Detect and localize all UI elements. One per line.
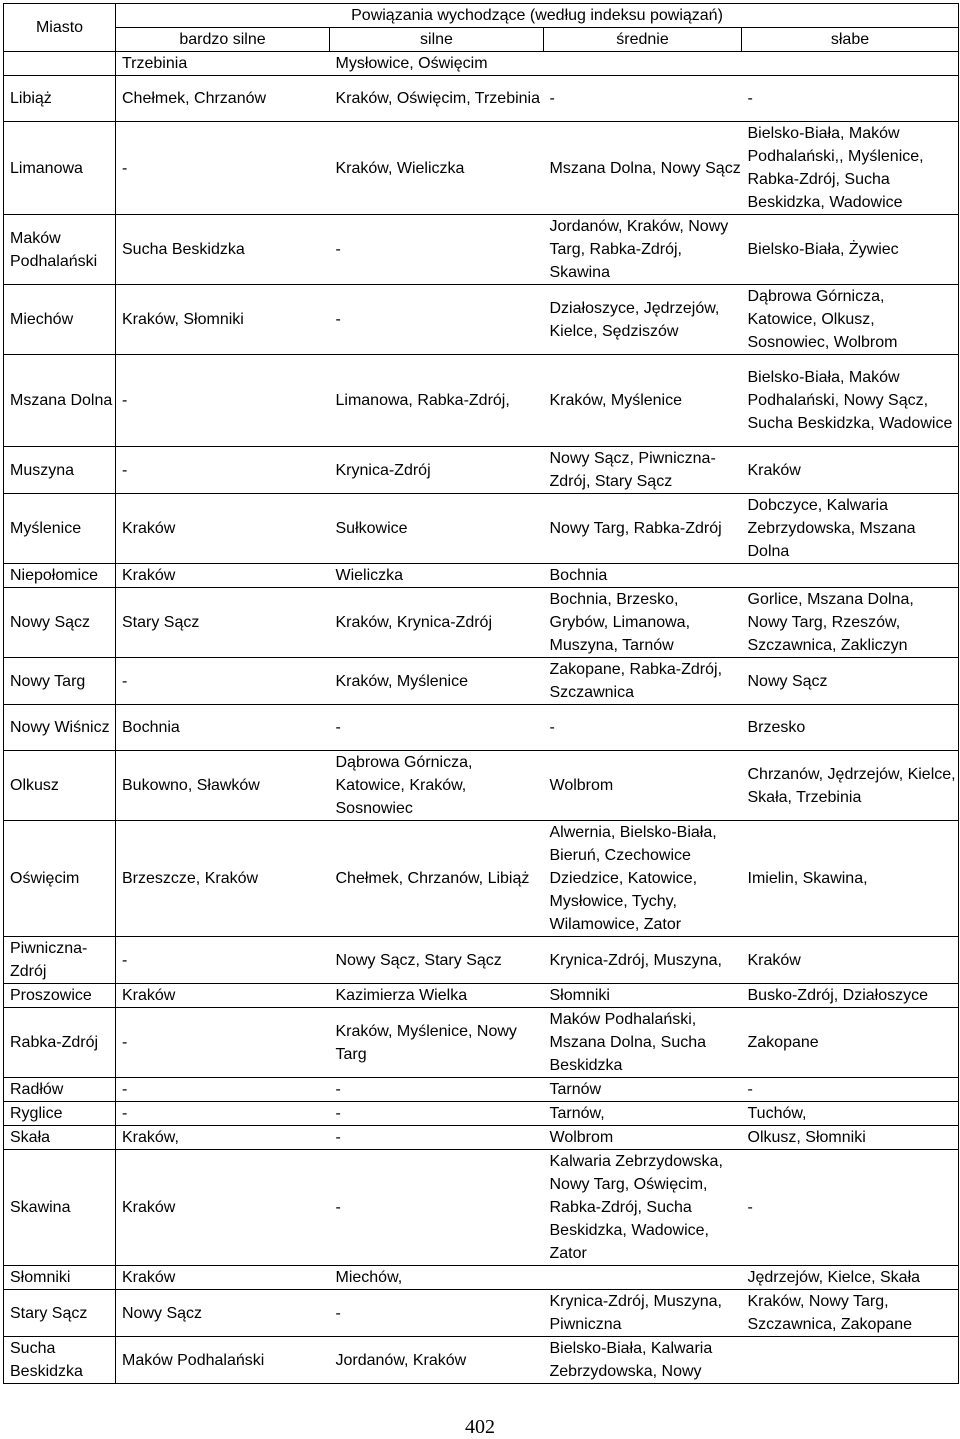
table-row: [4, 751, 959, 821]
cell-strong: Kraków, Myślenice, Nowy Targ: [330, 1008, 544, 1078]
cell-strong: Miechów,: [330, 1266, 544, 1290]
cell-strong: -: [330, 1126, 544, 1150]
cell-strong: Mysłowice, Oświęcim: [335, 55, 488, 72]
header-medium: średnie: [544, 28, 742, 52]
cell-weak: Chrzanów, Jędrzejów, Kielce, Skała, Trzebinia: [742, 751, 959, 821]
cell-strong: Kraków, Wieliczka: [330, 122, 544, 215]
table-row: [4, 122, 959, 215]
cell-city: Ryglice: [4, 1102, 116, 1126]
table-row: [4, 215, 959, 285]
cell-medium: Bochnia, Brzesko, Grybów, Limanowa, Muszyna, Tarnów: [544, 588, 742, 658]
cell-city: Miechów: [4, 285, 116, 355]
cell-city: Olkusz: [4, 751, 116, 821]
cell-weak: [742, 564, 959, 588]
cell-medium: Kraków, Myślenice: [544, 355, 742, 447]
table-row: [4, 937, 959, 984]
table-row: [4, 705, 959, 751]
cell-medium: Mszana Dolna, Nowy Sącz: [544, 122, 742, 215]
cell-strong: Krynica-Zdrój: [330, 447, 544, 494]
cell-medium: Alwernia, Bielsko-Biała, Bieruń, Czechowice Dziedzice, Katowice, Mysłowice, Tychy, Wilamowice, Zator: [544, 821, 742, 937]
cell-medium: Bochnia: [544, 564, 742, 588]
cell-very-strong: Kraków: [116, 564, 330, 588]
table-row: [4, 984, 959, 1008]
cell-very-strong: Kraków,: [116, 1126, 330, 1150]
cell-very-strong: Sucha Beskidzka: [116, 215, 330, 285]
cell-very-strong: -: [116, 447, 330, 494]
cell-city: Rabka-Zdrój: [4, 1008, 116, 1078]
cell-city: Radłów: [4, 1078, 116, 1102]
table-row: [4, 564, 959, 588]
table-row: [4, 1266, 959, 1290]
cell-weak: [742, 52, 959, 76]
cell-strong: -: [330, 1102, 544, 1126]
cell-weak: Dąbrowa Górnicza, Katowice, Olkusz, Sosnowiec, Wolbrom: [742, 285, 959, 355]
cell-very-strong: Maków Podhalański: [116, 1337, 330, 1384]
table-row: [4, 1290, 959, 1337]
cell-medium: Nowy Targ, Rabka-Zdrój: [544, 494, 742, 564]
cell-weak: Kraków: [742, 447, 959, 494]
cell-weak: Nowy Sącz: [742, 658, 959, 705]
cell-medium: Krynica-Zdrój, Muszyna,: [544, 937, 742, 984]
cell-very-strong: -: [116, 658, 330, 705]
cell-medium: Zakopane, Rabka-Zdrój, Szczawnica: [544, 658, 742, 705]
cell-city: Słomniki: [4, 1266, 116, 1290]
table-row: [4, 447, 959, 494]
cell-weak: Zakopane: [742, 1008, 959, 1078]
table-row: [4, 1078, 959, 1102]
cell-city: Nowy Sącz: [4, 588, 116, 658]
cell-strong: Kraków, Oświęcim, Trzebinia: [330, 76, 544, 122]
cell-medium: Maków Podhalański, Mszana Dolna, Sucha Beskidzka: [544, 1008, 742, 1078]
cell-medium: -: [544, 705, 742, 751]
cell-city: Limanowa: [4, 122, 116, 215]
header-weak: słabe: [742, 28, 959, 52]
table-row: [4, 355, 959, 447]
cell-very-strong: -: [116, 1078, 330, 1102]
cell-weak: Busko-Zdrój, Działoszyce: [742, 984, 959, 1008]
header-strong: silne: [330, 28, 544, 52]
table-row: [4, 76, 959, 122]
table-row: [4, 1150, 959, 1266]
cell-strong: Kazimierza Wielka: [330, 984, 544, 1008]
cell-strong: -: [330, 1290, 544, 1337]
cell-very-strong: Bochnia: [116, 705, 330, 751]
cell-weak: -: [742, 76, 959, 122]
cell-weak: Bielsko-Biała, Maków Podhalański,, Myślenice, Rabka-Zdrój, Sucha Beskidzka, Wadowice: [742, 122, 959, 215]
cell-very-strong: -: [116, 937, 330, 984]
page-number: 402: [465, 1416, 495, 1438]
cell-medium: Krynica-Zdrój, Muszyna, Piwniczna: [544, 1290, 742, 1337]
cell-city: Proszowice: [4, 984, 116, 1008]
cell-medium: Działoszyce, Jędrzejów, Kielce, Sędziszów: [544, 285, 742, 355]
cell-very-strong: Kraków: [116, 494, 330, 564]
cell-strong: Sułkowice: [330, 494, 544, 564]
cell-strong: Kraków, Myślenice: [330, 658, 544, 705]
cell-weak: Gorlice, Mszana Dolna, Nowy Targ, Rzeszów, Szczawnica, Zakliczyn: [742, 588, 959, 658]
table-row: [4, 658, 959, 705]
header-city: Miasto: [4, 4, 116, 52]
cell-city: Niepołomice: [4, 564, 116, 588]
cell-very-strong: Trzebinia: [122, 55, 188, 72]
table-row: [4, 588, 959, 658]
cell-city: Myślenice: [4, 494, 116, 564]
cell-medium: Jordanów, Kraków, Nowy Targ, Rabka-Zdrój, Skawina: [544, 215, 742, 285]
cell-medium: [544, 1266, 742, 1290]
cell-city: Skawina: [4, 1150, 116, 1266]
cell-city: Sucha Beskidzka: [4, 1337, 116, 1384]
cell-strong: -: [330, 1078, 544, 1102]
cell-medium: Bielsko-Biała, Kalwaria Zebrzydowska, Nowy: [544, 1337, 742, 1384]
cell-city: Nowy Wiśnicz: [4, 705, 116, 751]
table-row: [4, 821, 959, 937]
cell-strong: Wieliczka: [330, 564, 544, 588]
cell-weak: Tuchów,: [742, 1102, 959, 1126]
table-body: [4, 52, 959, 1384]
cell-weak: Kraków: [742, 937, 959, 984]
cell-very-strong: Kraków, Słomniki: [116, 285, 330, 355]
cell-very-strong: Kraków: [116, 1150, 330, 1266]
cell-medium: -: [544, 76, 742, 122]
cell-weak: Imielin, Skawina,: [742, 821, 959, 937]
cell-weak: -: [742, 1078, 959, 1102]
cell-weak: Kraków, Nowy Targ, Szczawnica, Zakopane: [742, 1290, 959, 1337]
cell-very-strong: Kraków: [116, 984, 330, 1008]
cell-weak: Bielsko-Biała, Żywiec: [742, 215, 959, 285]
cell-weak: Brzesko: [742, 705, 959, 751]
cell-strong: Dąbrowa Górnicza, Katowice, Kraków, Sosnowiec: [330, 751, 544, 821]
cell-medium: Wolbrom: [544, 751, 742, 821]
cell-medium: Tarnów,: [544, 1102, 742, 1126]
cell-city: Piwniczna-Zdrój: [4, 937, 116, 984]
cell-strong: -: [330, 285, 544, 355]
cell-very-strong: Bukowno, Sławków: [116, 751, 330, 821]
cell-weak: [742, 1337, 959, 1384]
cell-weak: Jędrzejów, Kielce, Skała: [742, 1266, 959, 1290]
cell-weak: -: [742, 1150, 959, 1266]
cell-medium: [544, 52, 742, 76]
cell-city: Mszana Dolna: [4, 355, 116, 447]
cell-very-strong: Brzeszcze, Kraków: [116, 821, 330, 937]
table-row: [4, 285, 959, 355]
table-row: [4, 1102, 959, 1126]
cell-very-strong: Chełmek, Chrzanów: [116, 76, 330, 122]
cell-strong: -: [330, 215, 544, 285]
cell-city: Muszyna: [4, 447, 116, 494]
cell-medium: Słomniki: [544, 984, 742, 1008]
cell-strong: Chełmek, Chrzanów, Libiąż: [330, 821, 544, 937]
links-table: [3, 3, 959, 1384]
cell-very-strong: -: [116, 1102, 330, 1126]
cell-very-strong: -: [116, 122, 330, 215]
header-group: Powiązania wychodzące (według indeksu powiązań): [116, 4, 959, 28]
cell-city: Stary Sącz: [4, 1290, 116, 1337]
cell-strong: Limanowa, Rabka-Zdrój,: [330, 355, 544, 447]
cell-city: [4, 52, 116, 76]
cell-weak: Bielsko-Biała, Maków Podhalański, Nowy Sącz, Sucha Beskidzka, Wadowice: [742, 355, 959, 447]
table-row: [4, 494, 959, 564]
cell-strong: Jordanów, Kraków: [330, 1337, 544, 1384]
cell-city: Libiąż: [4, 76, 116, 122]
cell-city: Oświęcim: [4, 821, 116, 937]
cell-medium: Tarnów: [544, 1078, 742, 1102]
cell-very-strong: -: [116, 1008, 330, 1078]
cell-very-strong: Kraków: [116, 1266, 330, 1290]
cell-very-strong: Nowy Sącz: [116, 1290, 330, 1337]
cell-very-strong: -: [116, 355, 330, 447]
table-row: [4, 1008, 959, 1078]
table-row: [4, 1337, 959, 1384]
cell-medium: Nowy Sącz, Piwniczna-Zdrój, Stary Sącz: [544, 447, 742, 494]
cell-strong: -: [330, 1150, 544, 1266]
table-row: [4, 1126, 959, 1150]
table-row: [4, 52, 959, 76]
header-very-strong: bardzo silne: [116, 28, 330, 52]
cell-medium: Kalwaria Zebrzydowska, Nowy Targ, Oświęcim, Rabka-Zdrój, Sucha Beskidzka, Wadowice, Zator: [544, 1150, 742, 1266]
cell-city: Nowy Targ: [4, 658, 116, 705]
cell-medium: Wolbrom: [544, 1126, 742, 1150]
cell-city: Maków Podhalański: [4, 215, 116, 285]
cell-strong: -: [330, 705, 544, 751]
cell-strong: Kraków, Krynica-Zdrój: [330, 588, 544, 658]
cell-weak: Olkusz, Słomniki: [742, 1126, 959, 1150]
cell-strong: Nowy Sącz, Stary Sącz: [330, 937, 544, 984]
cell-weak: Dobczyce, Kalwaria Zebrzydowska, Mszana Dolna: [742, 494, 959, 564]
cell-very-strong: Stary Sącz: [116, 588, 330, 658]
cell-city: Skała: [4, 1126, 116, 1150]
